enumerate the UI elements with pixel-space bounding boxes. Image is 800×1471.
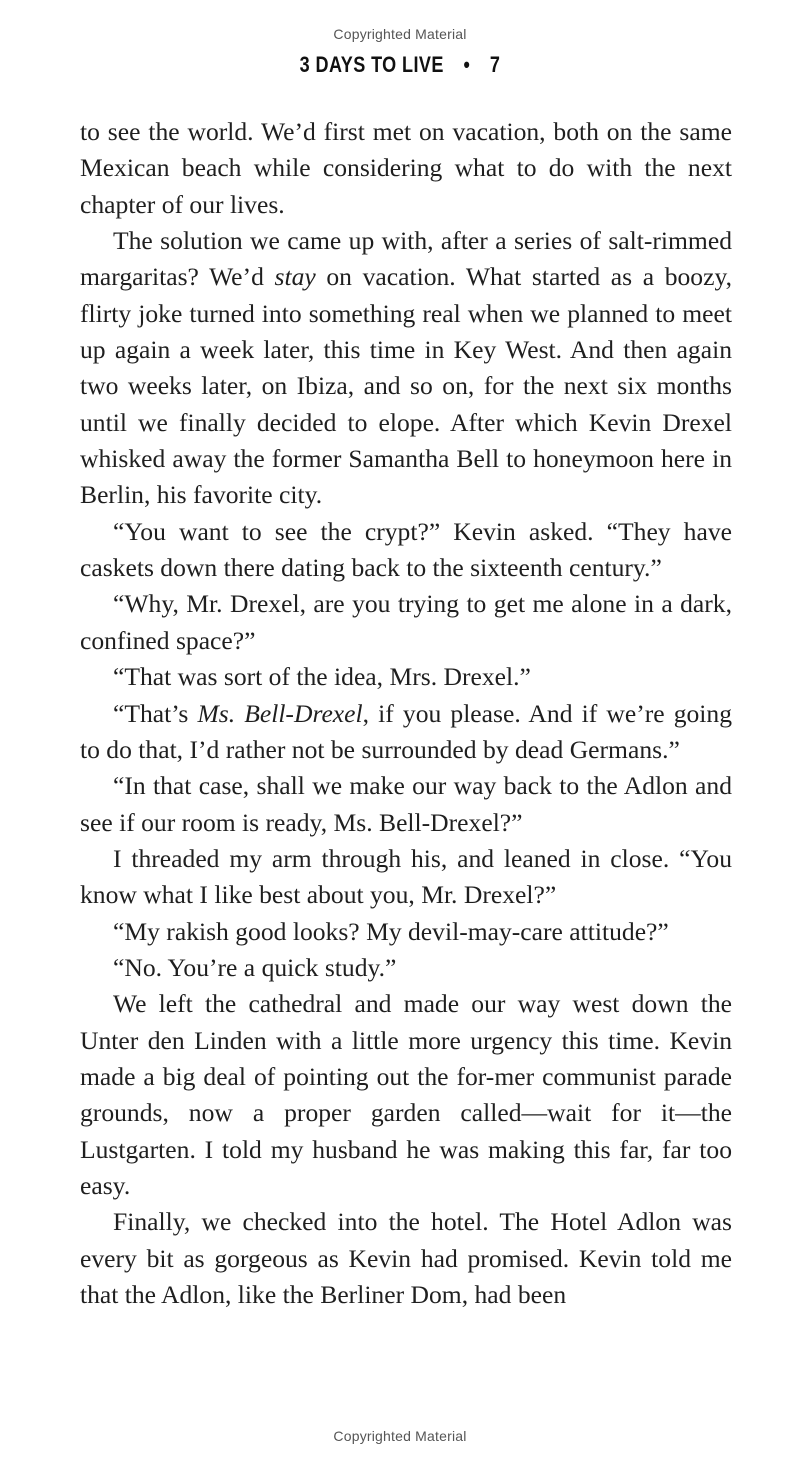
paragraph-text: on vacation. What started as a boozy, flirty joke turned into something real when we planned to meet up again a week later, this time in Key West. And then again two weeks later, on Ibiza, and so on, for the next six months until we finally decided to elope. After which Kevin Drexel whisked away the former Samantha Bell to honeymoon here in Berlin, his favorite city. <box>80 262 732 510</box>
paragraph <box>80 696 732 769</box>
header-separator: • <box>463 52 471 77</box>
paragraph: “Why, Mr. Drexel, are you trying to get me alone in a dark, confined space?” <box>80 589 732 655</box>
copyright-watermark-bottom: Copyrighted Material <box>333 1428 467 1444</box>
paragraph: I threaded my arm through his, and leaned in close. “You know what I like best about you, Mr. Drexel?” <box>80 843 732 910</box>
copyright-watermark-top: Copyrighted Material <box>333 26 467 42</box>
running-header <box>72 52 728 78</box>
page-number: 7 <box>489 52 501 77</box>
paragraph: “That was sort of the idea, Mrs. Drexel.” <box>113 662 531 692</box>
paragraph: to see the world. We’d first met on vacation, both on the same Mexican beach while considering what to do with the next chapter of our lives. <box>80 117 732 219</box>
paragraph: “No. You’re a quick study.” <box>113 952 397 982</box>
emphasis-text: stay <box>274 262 316 292</box>
paragraph <box>80 223 732 514</box>
paragraph: “In that case, shall we make our way back to the Adlon and see if our room is ready, Ms. Bell-Drexel?” <box>80 771 732 837</box>
emphasis-text: Ms. Bell-Drexel <box>197 698 363 728</box>
paragraph: “My rakish good looks? My devil-may-care attitude?” <box>113 916 669 946</box>
paragraph-text: The solution we came up with, after a series of salt-rimmed margaritas? We’d <box>80 226 732 292</box>
book-title: 3 DAYS TO LIVE <box>299 52 444 77</box>
paragraph: Finally, we checked into the hotel. The Hotel Adlon was every bit as gorgeous as Kevin had promised. Kevin told me that the Adlon, like the Berliner Dom, had been <box>80 1207 732 1309</box>
body-text <box>80 114 732 1313</box>
paragraph: “You want to see the crypt?” Kevin asked. “They have caskets down there dating back to the sixteenth century.” <box>80 516 732 583</box>
paragraph-text: “That’s <box>113 698 198 728</box>
paragraph: We left the cathedral and made our way west down the Unter den Linden with a little more urgency this time. Kevin made a big deal of pointing out the for-mer communist parade grounds, now a proper garden called—wait for it—the Lustgarten. I told my husband he was making this far, far too easy. <box>80 989 732 1200</box>
paragraph-text: , if you please. And if we’re going to do that, I’d rather not be surrounded by dead Germans.” <box>80 698 733 764</box>
